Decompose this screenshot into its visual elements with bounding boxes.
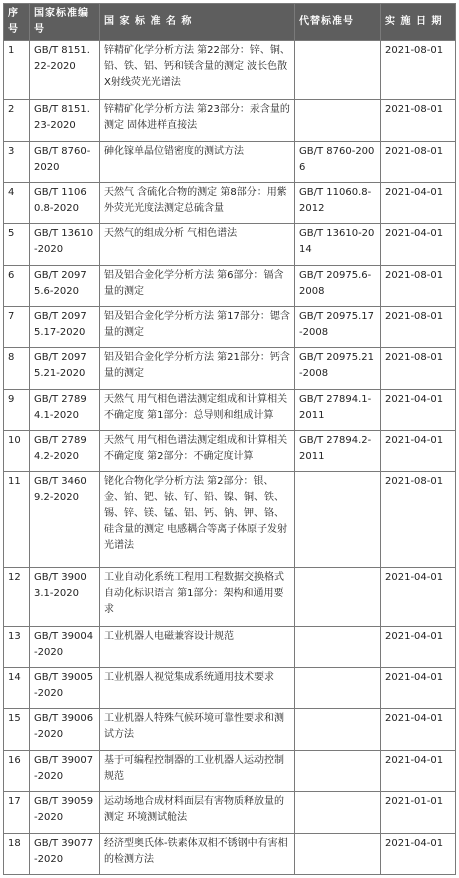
table-row	[4, 833, 456, 874]
cell-serial-number: 7	[4, 307, 30, 348]
cell-replaced-standard: GB/T 13610-2014	[295, 224, 381, 265]
cell-replaced-standard: GB/T 27894.2-2011	[295, 431, 381, 472]
cell-standard-code: GB/T 39003.1-2020	[30, 567, 100, 626]
cell-implementation-date: 2021-08-01	[381, 265, 456, 306]
cell-standard-code: GB/T 13610-2020	[30, 224, 100, 265]
cell-implementation-date: 2021-08-01	[381, 307, 456, 348]
cell-standard-name: 经济型奥氏体-铁素体双相不锈钢中有害相的检测方法	[100, 833, 295, 874]
table-row	[4, 307, 456, 348]
cell-implementation-date: 2021-08-01	[381, 41, 456, 100]
cell-standard-code: GB/T 39007-2020	[30, 750, 100, 791]
cell-standard-name: 砷化镓单晶位错密度的测试方法	[100, 141, 295, 182]
cell-replaced-standard	[295, 472, 381, 567]
cell-serial-number: 12	[4, 567, 30, 626]
cell-serial-number: 5	[4, 224, 30, 265]
cell-implementation-date: 2021-04-01	[381, 431, 456, 472]
cell-implementation-date: 2021-04-01	[381, 224, 456, 265]
cell-standard-name: 工业机器人特殊气候环境可靠性要求和测试方法	[100, 709, 295, 750]
cell-replaced-standard: GB/T 8760-2006	[295, 141, 381, 182]
table-row	[4, 100, 456, 141]
header-standard-code: 国家标准编号	[30, 4, 100, 41]
cell-serial-number: 9	[4, 389, 30, 430]
cell-standard-code: GB/T 27894.1-2020	[30, 389, 100, 430]
cell-implementation-date: 2021-08-01	[381, 348, 456, 389]
table-row	[4, 265, 456, 306]
cell-replaced-standard	[295, 668, 381, 709]
cell-serial-number: 18	[4, 833, 30, 874]
cell-replaced-standard	[295, 626, 381, 667]
cell-replaced-standard	[295, 41, 381, 100]
cell-serial-number: 10	[4, 431, 30, 472]
cell-serial-number: 3	[4, 141, 30, 182]
cell-implementation-date: 2021-08-01	[381, 472, 456, 567]
table-row	[4, 668, 456, 709]
cell-serial-number: 8	[4, 348, 30, 389]
cell-implementation-date: 2021-04-01	[381, 750, 456, 791]
cell-standard-name: 运动场地合成材料面层有害物质释放量的测定 环境测试舱法	[100, 792, 295, 833]
cell-serial-number: 16	[4, 750, 30, 791]
table-row	[4, 141, 456, 182]
table-row	[4, 431, 456, 472]
cell-implementation-date: 2021-04-01	[381, 709, 456, 750]
cell-implementation-date: 2021-01-01	[381, 792, 456, 833]
cell-replaced-standard	[295, 567, 381, 626]
cell-serial-number: 13	[4, 626, 30, 667]
cell-serial-number: 11	[4, 472, 30, 567]
cell-standard-code: GB/T 8151.23-2020	[30, 100, 100, 141]
cell-replaced-standard	[295, 750, 381, 791]
header-implementation-date: 实 施 日 期	[381, 4, 456, 41]
cell-standard-code: GB/T 27894.2-2020	[30, 431, 100, 472]
cell-standard-name: 天然气的组成分析 气相色谱法	[100, 224, 295, 265]
cell-standard-code: GB/T 39004-2020	[30, 626, 100, 667]
cell-replaced-standard: GB/T 20975.6-2008	[295, 265, 381, 306]
cell-replaced-standard	[295, 833, 381, 874]
cell-standard-code: GB/T 34609.2-2020	[30, 472, 100, 567]
table-row	[4, 567, 456, 626]
cell-standard-code: GB/T 39005-2020	[30, 668, 100, 709]
cell-standard-name: 锌精矿化学分析方法 第23部分：汞含量的测定 固体进样直接法	[100, 100, 295, 141]
standards-document	[3, 3, 455, 875]
header-standard-name: 国 家 标 准 名 称	[100, 4, 295, 41]
cell-replaced-standard: GB/T 20975.17-2008	[295, 307, 381, 348]
cell-standard-name: 铝及铝合金化学分析方法 第21部分：钙含量的测定	[100, 348, 295, 389]
cell-implementation-date: 2021-04-01	[381, 567, 456, 626]
cell-serial-number: 2	[4, 100, 30, 141]
cell-implementation-date: 2021-04-01	[381, 389, 456, 430]
cell-replaced-standard: GB/T 11060.8-2012	[295, 182, 381, 223]
cell-standard-name: 铝及铝合金化学分析方法 第17部分：锶含量的测定	[100, 307, 295, 348]
cell-implementation-date: 2021-04-01	[381, 668, 456, 709]
cell-serial-number: 17	[4, 792, 30, 833]
header-serial-number: 序号	[4, 4, 30, 41]
cell-standard-name: 天然气 用气相色谱法测定组成和计算相关不确定度 第1部分：总导则和组成计算	[100, 389, 295, 430]
cell-implementation-date: 2021-08-01	[381, 100, 456, 141]
cell-standard-name: 天然气 含硫化合物的测定 第8部分：用紫外荧光光度法测定总硫含量	[100, 182, 295, 223]
cell-standard-code: GB/T 20975.17-2020	[30, 307, 100, 348]
table-body	[4, 41, 456, 875]
cell-implementation-date: 2021-04-01	[381, 626, 456, 667]
cell-standard-name: 工业机器人视觉集成系统通用技术要求	[100, 668, 295, 709]
table-row	[4, 348, 456, 389]
table-row	[4, 626, 456, 667]
cell-implementation-date: 2021-04-01	[381, 833, 456, 874]
cell-standard-code: GB/T 8760-2020	[30, 141, 100, 182]
cell-standard-name: 锌精矿化学分析方法 第22部分：锌、铜、铅、铁、铝、钙和镁含量的测定 波长色散X射线荧光光谱法	[100, 41, 295, 100]
cell-standard-code: GB/T 39077-2020	[30, 833, 100, 874]
cell-standard-code: GB/T 8151.22-2020	[30, 41, 100, 100]
cell-standard-code: GB/T 39059-2020	[30, 792, 100, 833]
cell-implementation-date: 2021-08-01	[381, 141, 456, 182]
table-row	[4, 224, 456, 265]
cell-serial-number: 14	[4, 668, 30, 709]
table-row	[4, 792, 456, 833]
cell-replaced-standard	[295, 792, 381, 833]
cell-replaced-standard: GB/T 20975.21-2008	[295, 348, 381, 389]
cell-standard-code: GB/T 39006-2020	[30, 709, 100, 750]
cell-standard-name: 工业自动化系统工程用工程数据交换格式 自动化标识语言 第1部分：架构和通用要求	[100, 567, 295, 626]
table-row	[4, 709, 456, 750]
table-header	[4, 4, 456, 41]
cell-serial-number: 15	[4, 709, 30, 750]
standards-table	[3, 3, 456, 875]
cell-replaced-standard	[295, 100, 381, 141]
cell-standard-code: GB/T 11060.8-2020	[30, 182, 100, 223]
cell-standard-name: 天然气 用气相色谱法测定组成和计算相关不确定度 第2部分：不确定度计算	[100, 431, 295, 472]
cell-replaced-standard	[295, 709, 381, 750]
table-row	[4, 472, 456, 567]
cell-implementation-date: 2021-04-01	[381, 182, 456, 223]
cell-standard-code: GB/T 20975.6-2020	[30, 265, 100, 306]
cell-standard-name: 基于可编程控制器的工业机器人运动控制规范	[100, 750, 295, 791]
cell-standard-name: 工业机器人电磁兼容设计规范	[100, 626, 295, 667]
cell-serial-number: 4	[4, 182, 30, 223]
table-row	[4, 389, 456, 430]
cell-standard-code: GB/T 20975.21-2020	[30, 348, 100, 389]
cell-serial-number: 1	[4, 41, 30, 100]
header-row	[4, 4, 456, 41]
cell-standard-name: 铑化合物化学分析方法 第2部分：银、金、铂、钯、铱、钌、铅、镍、铜、铁、锡、锌、镁、锰、铝、钙、钠、钾、铬、硅含量的测定 电感耦合等离子体原子发射光谱法	[100, 472, 295, 567]
table-row	[4, 750, 456, 791]
header-replaced-standard: 代替标准号	[295, 4, 381, 41]
cell-standard-name: 铝及铝合金化学分析方法 第6部分：镉含量的测定	[100, 265, 295, 306]
table-row	[4, 41, 456, 100]
cell-serial-number: 6	[4, 265, 30, 306]
cell-replaced-standard: GB/T 27894.1-2011	[295, 389, 381, 430]
table-row	[4, 182, 456, 223]
